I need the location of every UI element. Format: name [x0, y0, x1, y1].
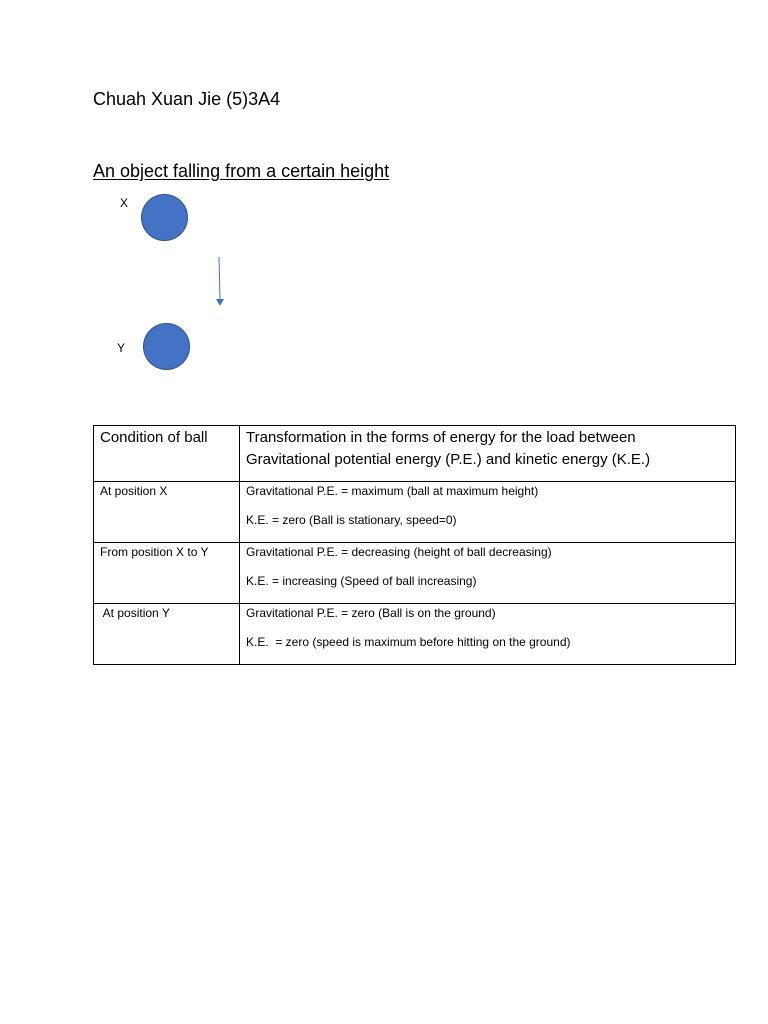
- row-condition: From position X to Y: [94, 543, 240, 604]
- position-y-label: Y: [117, 341, 126, 355]
- row-pe: Gravitational P.E. = maximum (ball at maximum height): [246, 484, 539, 498]
- row-ke: K.E. = zero (speed is maximum before hitting on the ground): [246, 635, 571, 649]
- table-header-row: [94, 426, 736, 482]
- table-row: [94, 604, 736, 665]
- row-pe: Gravitational P.E. = zero (Ball is on the ground): [246, 606, 496, 620]
- author-name: Chuah Xuan Jie (5)3A4: [93, 89, 281, 109]
- row-condition: At position Y: [94, 604, 240, 665]
- ball-at-position-x: [141, 194, 188, 241]
- table-row: [94, 482, 736, 543]
- header-condition: Condition of ball: [94, 426, 240, 482]
- position-x-label: X: [120, 196, 129, 210]
- energy-transformation-table: [93, 425, 736, 665]
- header-transformation-line2: Gravitational potential energy (P.E.) and kinetic energy (K.E.): [246, 451, 651, 468]
- row-condition: At position X: [94, 482, 240, 543]
- row-energy: [240, 482, 736, 543]
- header-transformation: [240, 426, 736, 482]
- row-energy: [240, 543, 736, 604]
- header-transformation-line1: Transformation in the forms of energy for the load between: [246, 429, 636, 446]
- ball-at-position-y: [143, 323, 190, 370]
- row-ke: K.E. = zero (Ball is stationary, speed=0): [246, 513, 457, 527]
- row-energy: [240, 604, 736, 665]
- page-heading: An object falling from a certain height: [93, 161, 390, 181]
- row-ke: K.E. = increasing (Speed of ball increasing): [246, 574, 477, 588]
- row-pe: Gravitational P.E. = decreasing (height of ball decreasing): [246, 545, 552, 559]
- table-row: [94, 543, 736, 604]
- falling-direction-arrow-icon: [212, 256, 228, 308]
